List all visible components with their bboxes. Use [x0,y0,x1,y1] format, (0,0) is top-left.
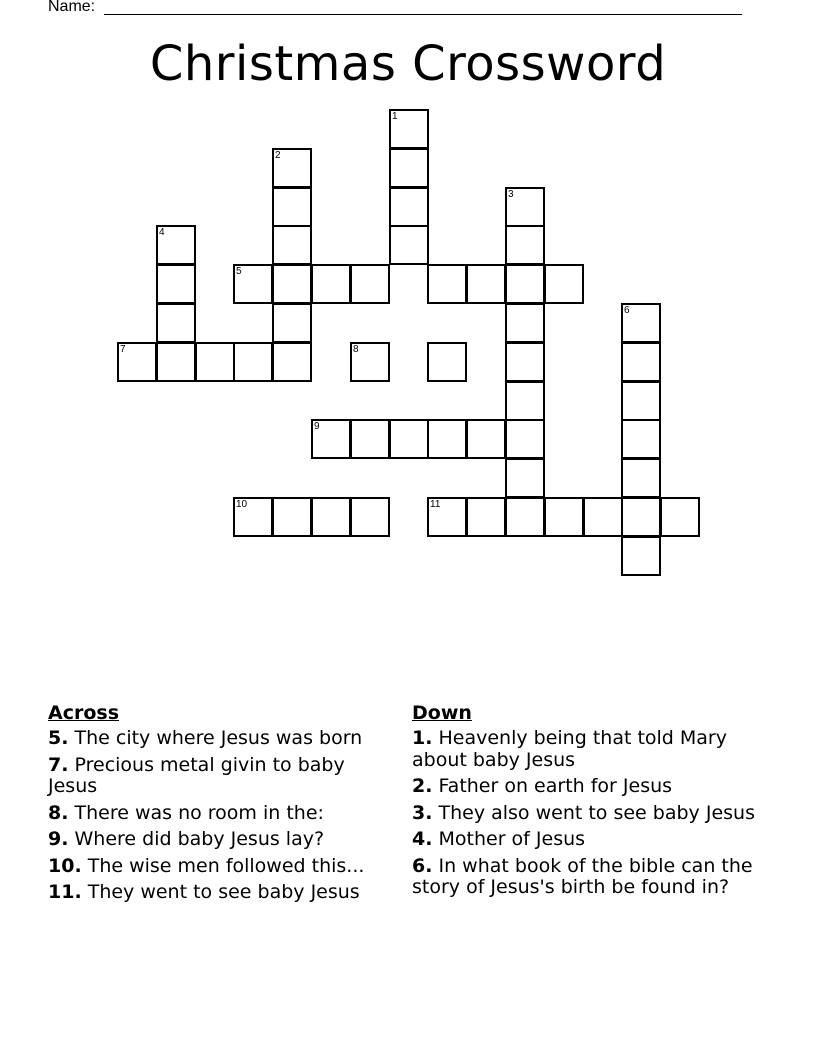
crossword-cell[interactable] [621,497,661,537]
clue-across-7 [48,755,398,798]
clue-number-label: 2 [275,150,281,161]
clue-number: 11. [48,881,82,903]
clue-number-label: 11 [430,499,441,510]
crossword-cell[interactable] [156,264,196,304]
crossword-cell[interactable] [505,458,545,498]
clue-text: Father on earth for Jesus [432,775,673,797]
page-title: Christmas Crossword [149,36,667,92]
clue-down-2 [412,776,772,798]
down-clues [412,702,772,904]
crossword-cell[interactable] [389,109,429,149]
crossword-cell[interactable] [660,497,700,537]
crossword-cell[interactable] [505,303,545,343]
crossword-cell[interactable] [311,497,351,537]
crossword-cell[interactable] [427,497,467,537]
crossword-cell[interactable] [311,264,351,304]
clue-across-11 [48,882,398,904]
crossword-cell[interactable] [544,264,584,304]
across-heading: Across [48,702,120,724]
crossword-cell[interactable] [233,497,273,537]
crossword-cell[interactable] [233,342,273,382]
crossword-cell[interactable] [621,381,661,421]
name-label: Name: [48,0,96,15]
crossword-cell[interactable] [544,497,584,537]
crossword-cell[interactable] [389,419,429,459]
crossword-cell[interactable] [156,303,196,343]
across-clues [48,702,398,909]
crossword-cell[interactable] [272,148,312,188]
clue-number-label: 3 [508,189,514,200]
clue-number: 3. [412,801,433,824]
clue-number-label: 10 [236,499,248,510]
crossword-cell[interactable] [621,303,661,343]
crossword-cell[interactable] [156,225,196,265]
clue-down-1 [412,728,772,771]
clue-number: 5. [48,727,69,749]
clue-number: 9. [48,828,69,850]
clue-number-label: 9 [314,421,320,432]
clue-across-8 [48,803,398,825]
crossword-cell[interactable] [350,342,390,382]
crossword-cell[interactable] [156,342,196,382]
crossword-cell[interactable] [272,187,312,227]
crossword-cell[interactable] [427,264,467,304]
crossword-cell[interactable] [233,264,273,304]
crossword-cell[interactable] [583,497,623,537]
clue-down-3 [412,803,772,825]
clue-text: Precious metal givin to baby Jesus [48,753,345,797]
clue-number: 10. [48,854,82,877]
crossword-cell[interactable] [621,342,661,382]
crossword-cell[interactable] [350,497,390,537]
crossword-cell[interactable] [466,264,506,304]
crossword-cell[interactable] [389,148,429,188]
crossword-cell[interactable] [505,497,545,537]
crossword-cell[interactable] [505,264,545,304]
crossword-cell[interactable] [505,225,545,265]
crossword-cell[interactable] [117,342,157,382]
crossword-cell[interactable] [272,342,312,382]
crossword-cell[interactable] [466,497,506,537]
crossword-cell[interactable] [427,342,467,382]
clue-number: 2. [412,775,433,797]
crossword-cell[interactable] [272,225,312,265]
clue-across-10 [48,856,398,878]
crossword-cell[interactable] [505,381,545,421]
crossword-cell[interactable] [466,419,506,459]
clue-text: The city where Jesus was born [68,727,363,749]
crossword-cell[interactable] [272,264,312,304]
clue-number-label: 1 [392,111,398,122]
crossword-cell[interactable] [389,187,429,227]
down-heading: Down [412,702,472,724]
crossword-cell[interactable] [272,497,312,537]
crossword-cell[interactable] [621,536,661,576]
clue-text: They went to see baby Jesus [81,881,360,903]
crossword-cell[interactable] [427,419,467,459]
clue-text: Where did baby Jesus lay? [68,828,325,850]
crossword-cell[interactable] [272,303,312,343]
clue-across-9 [48,829,398,851]
clue-number: 1. [412,727,433,749]
clue-text: Heavenly being that told Mary about baby Jesus [412,727,727,771]
clue-down-4 [412,829,772,851]
clue-text: The wise men followed this... [81,854,365,877]
crossword-cell[interactable] [621,419,661,459]
clue-number-label: 4 [159,227,165,238]
crossword-cell[interactable] [389,225,429,265]
clue-number-label: 6 [624,305,630,316]
clue-number-label: 5 [236,266,242,277]
crossword-cell[interactable] [350,419,390,459]
clue-text: Mother of Jesus [432,828,586,850]
clue-across-5 [48,728,398,750]
clue-number: 8. [48,801,69,824]
clue-number: 6. [412,854,433,877]
crossword-cell[interactable] [195,342,235,382]
crossword-cell[interactable] [621,458,661,498]
clue-down-6 [412,856,772,899]
clue-text: There was no room in the: [68,801,324,824]
crossword-cell[interactable] [311,419,351,459]
clue-number-label: 7 [120,344,126,355]
crossword-cell[interactable] [505,342,545,382]
clue-number-label: 8 [353,344,359,355]
crossword-cell[interactable] [350,264,390,304]
crossword-cell[interactable] [505,419,545,459]
clue-text: They also went to see baby Jesus [432,801,755,824]
crossword-cell[interactable] [505,187,545,227]
clue-number: 4. [412,828,433,850]
clue-text: In what book of the bible can the story of Jesus's birth be found in? [412,854,753,898]
clue-number: 7. [48,753,69,776]
